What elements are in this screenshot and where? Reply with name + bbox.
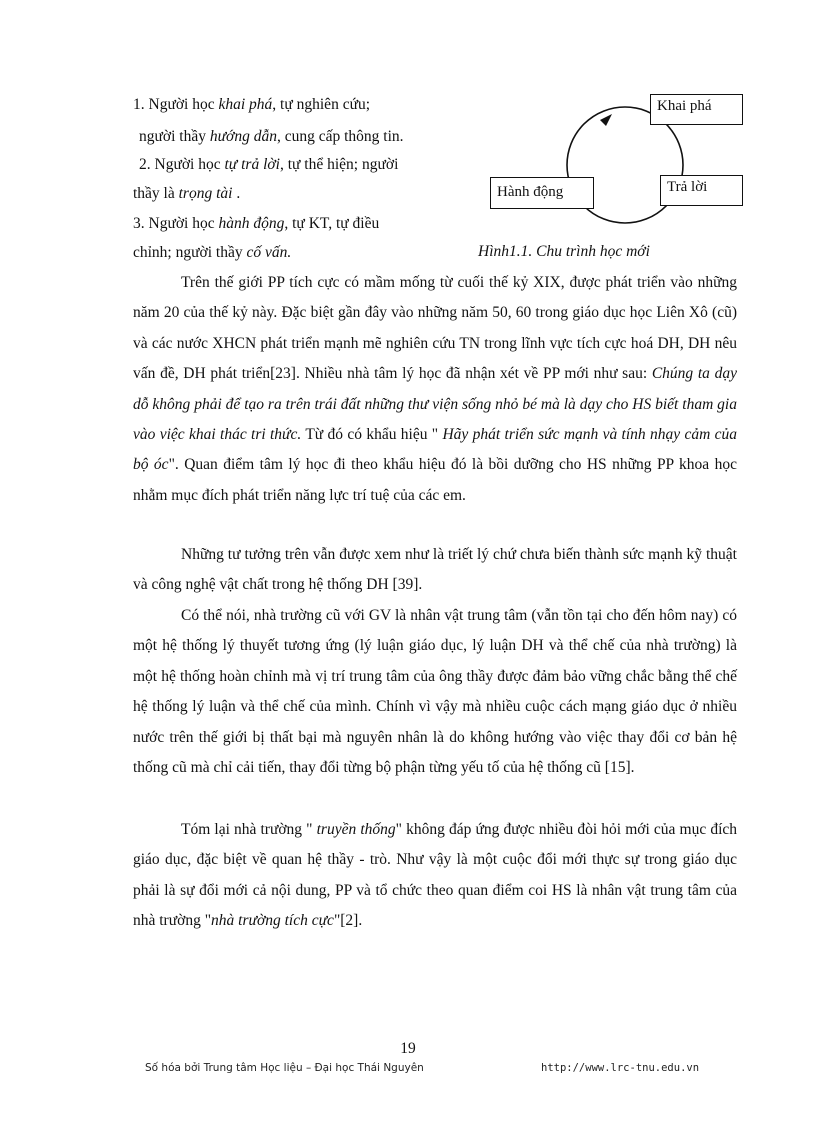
- page-number: 19: [400, 1040, 416, 1057]
- list-text: 3. Người học: [133, 215, 219, 232]
- box-tra-loi: [660, 175, 743, 206]
- list-text: , tự thể hiện; người: [279, 156, 399, 173]
- box-label: Hành động: [497, 184, 564, 200]
- box-label: Trả lời: [667, 179, 708, 195]
- paragraph-1: [133, 268, 737, 511]
- list-text: , tự KT, tự điều: [284, 215, 380, 232]
- list-line-3: [139, 155, 398, 175]
- footer-credit: Số hóa bởi Trung tâm Học liệu – Đại học Thái Nguyên: [145, 1062, 424, 1074]
- list-line-4: [133, 184, 240, 204]
- cycle-arrow-top: [600, 114, 612, 126]
- list-text: thầy là: [133, 185, 179, 202]
- list-emphasis: cố vấn.: [246, 244, 292, 261]
- list-emphasis: hướng dẫn: [209, 128, 277, 145]
- para-text: Tóm lại nhà trường ": [181, 821, 317, 838]
- list-text: 2. Người học: [139, 156, 225, 173]
- para-emphasis: Chúng ta dạy dỗ không phải để tạo ra trên trái đất những thư viện sống nhỏ bé mà là dạy cho HS biết tham gia vào việc khai thác tri thức.: [133, 365, 737, 444]
- paragraph-4: [133, 815, 737, 937]
- list-emphasis: khai phá: [218, 96, 273, 113]
- figure-caption: Hình1.1. Chu trình học mới: [478, 243, 650, 260]
- list-line-1: [133, 95, 370, 115]
- para-text: ". Quan điểm tâm lý học đi theo khẩu hiệu đó là bồi dưỡng cho HS những PP khoa học nhằm mục đích phát triển năng lực trí tuệ của các em.: [133, 456, 737, 504]
- para-text: " không đáp ứng được nhiều đòi hỏi mới của mục đích giáo dục, đặc biệt về quan hệ thầy - trò. Như vậy là một cuộc đổi mới thực sự trong giáo dục phải là sự đổi mới cả nội dung, PP và tổ chức theo quan điểm coi HS là nhân vật trung tâm của nhà trường ": [133, 821, 738, 930]
- list-line-2: [139, 127, 404, 147]
- list-line-6: [133, 243, 291, 263]
- list-text: , cung cấp thông tin.: [276, 128, 404, 145]
- para-emphasis: truyền thống: [316, 821, 396, 838]
- footer-url[interactable]: http://www.lrc-tnu.edu.vn: [541, 1062, 700, 1074]
- para-text: "[2].: [333, 912, 363, 930]
- para-text: Trên thế giới PP tích cực có mầm mống từ cuối thế kỷ XIX, được phát triển vào những năm 20 của thế kỷ này. Đặc biệt gần đây vào những năm 50, 60 trong giáo dục học Liên Xô (cũ) và các nước XHCN phát triển mạnh mẽ nghiên cứu TN trong lĩnh vực tích cực hoá DH, DH nêu vấn đề, DH phát triển[23]. Nhiều nhà tâm lý học đã nhận xét về PP mới như sau:: [133, 274, 737, 383]
- para-text: Từ đó có khẩu hiệu ": [301, 426, 443, 444]
- paragraph-2: Những tư tưởng trên vẫn được xem như là triết lý chứ chưa biến thành sức mạnh kỹ thuật và công nghệ vật chất trong hệ thống DH [39].: [133, 546, 737, 594]
- list-text: 1. Người học: [133, 96, 219, 113]
- box-khai-pha: [650, 94, 743, 125]
- list-text: .: [232, 185, 241, 202]
- list-emphasis: trọng tài: [178, 185, 233, 202]
- para-emphasis: nhà trường tích cực: [211, 912, 334, 930]
- list-emphasis: hành động: [218, 215, 285, 232]
- box-hanh-dong: [490, 177, 594, 209]
- paragraph-3: Có thể nói, nhà trường cũ với GV là nhân vật trung tâm (vẫn tồn tại cho đến hôm nay) có một hệ thống lý thuyết tương ứng (lý luận giáo dục, lý luận DH và thể chế của nhà trường) là một hệ thống hoàn chỉnh mà vị trí trung tâm của ông thầy được đảm bảo vững chắc bằng thể chế hệ thống lý luận và thể chế của mình. Chính vì vậy mà nhiều cuộc cách mạng giáo dục ở nhiều nước trên thế giới bị thất bại mà nguyên nhân là do không hướng vào việc thay đổi cơ bản hệ thống cũ mà chỉ cải tiến, thay đổi từng bộ phận từng yếu tố của hệ thống cũ [15].: [133, 607, 737, 777]
- list-text: chỉnh; người thầy: [133, 244, 247, 261]
- list-line-5: [133, 214, 379, 234]
- list-emphasis: tự trả lời: [224, 156, 280, 173]
- list-text: , tự nghiên cứu;: [272, 96, 371, 113]
- box-label: Khai phá: [657, 98, 712, 114]
- para-emphasis: Hãy phát triển sức mạnh và tính nhạy cảm của bộ óc: [133, 426, 737, 474]
- list-text: người thầy: [139, 128, 210, 145]
